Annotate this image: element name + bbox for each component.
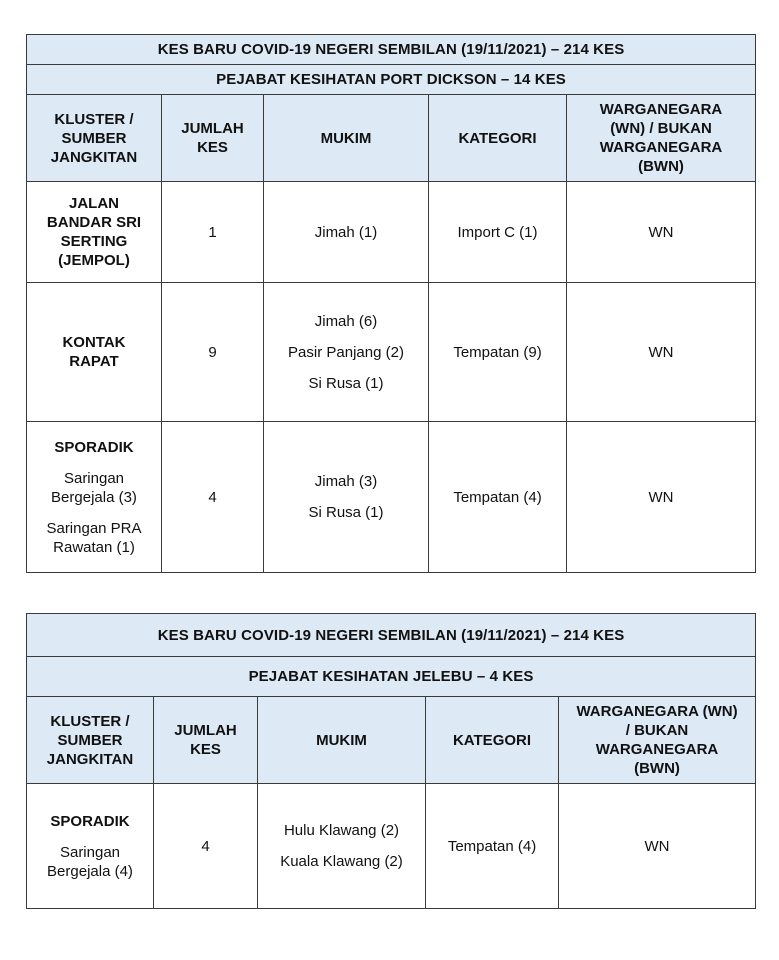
jelebu-table [26,613,756,909]
kluster-sub: Saringan Bergejala (4) [47,843,133,880]
jumlah-cell: 9 [162,283,264,422]
mukim-cell: Hulu Klawang (2) Kuala Klawang (2) [258,784,426,909]
kategori-cell: Tempatan (4) [429,422,567,573]
header-mukim: MUKIM [258,697,426,784]
table-row [27,283,756,422]
header-jumlah: JUMLAH KES [154,697,258,784]
warganegara-cell: WN [559,784,756,909]
mukim-cell: Jimah (3) Si Rusa (1) [264,422,429,573]
header-row [27,697,756,784]
table-title: KES BARU COVID-19 NEGERI SEMBILAN (19/11/2021) – 214 KES [27,35,756,65]
kategori-cell: Tempatan (4) [426,784,559,909]
header-jumlah: JUMLAH KES [162,95,264,182]
warganegara-cell: WN [567,283,756,422]
table-row [27,182,756,283]
warganegara-cell: WN [567,182,756,283]
kluster-cell: SPORADIK Saringan Bergejala (4) [27,784,154,909]
header-warganegara: WARGANEGARA (WN) / BUKAN WARGANEGARA (BWN) [567,95,756,182]
mukim-cell: Jimah (1) [264,182,429,283]
header-warganegara: WARGANEGARA (WN) / BUKAN WARGANEGARA (BWN) [559,697,756,784]
header-kategori: KATEGORI [426,697,559,784]
header-kluster: KLUSTER / SUMBER JANGKITAN [27,697,154,784]
warganegara-cell: WN [567,422,756,573]
port-dickson-table [26,34,756,573]
mukim-cell: Jimah (6) Pasir Panjang (2) Si Rusa (1) [264,283,429,422]
kluster-cell: JALAN BANDAR SRI SERTING (JEMPOL) [27,182,162,283]
kluster-sub: Saringan Bergejala (3) [51,469,137,506]
table-row [27,784,756,909]
office-title: PEJABAT KESIHATAN JELEBU – 4 KES [27,657,756,697]
kluster-sub: Saringan PRA Rawatan (1) [46,519,142,556]
jumlah-cell: 1 [162,182,264,283]
jumlah-cell: 4 [154,784,258,909]
header-mukim: MUKIM [264,95,429,182]
header-kluster: KLUSTER / SUMBER JANGKITAN [27,95,162,182]
table-row [27,422,756,573]
kluster-cell: KONTAK RAPAT [27,283,162,422]
kategori-cell: Import C (1) [429,182,567,283]
kategori-cell: Tempatan (9) [429,283,567,422]
jumlah-cell: 4 [162,422,264,573]
header-row [27,95,756,182]
office-title: PEJABAT KESIHATAN PORT DICKSON – 14 KES [27,65,756,95]
table-title: KES BARU COVID-19 NEGERI SEMBILAN (19/11/2021) – 214 KES [27,614,756,657]
header-kategori: KATEGORI [429,95,567,182]
kluster-cell: SPORADIK Saringan Bergejala (3) Saringan PRA Rawatan (1) [27,422,162,573]
